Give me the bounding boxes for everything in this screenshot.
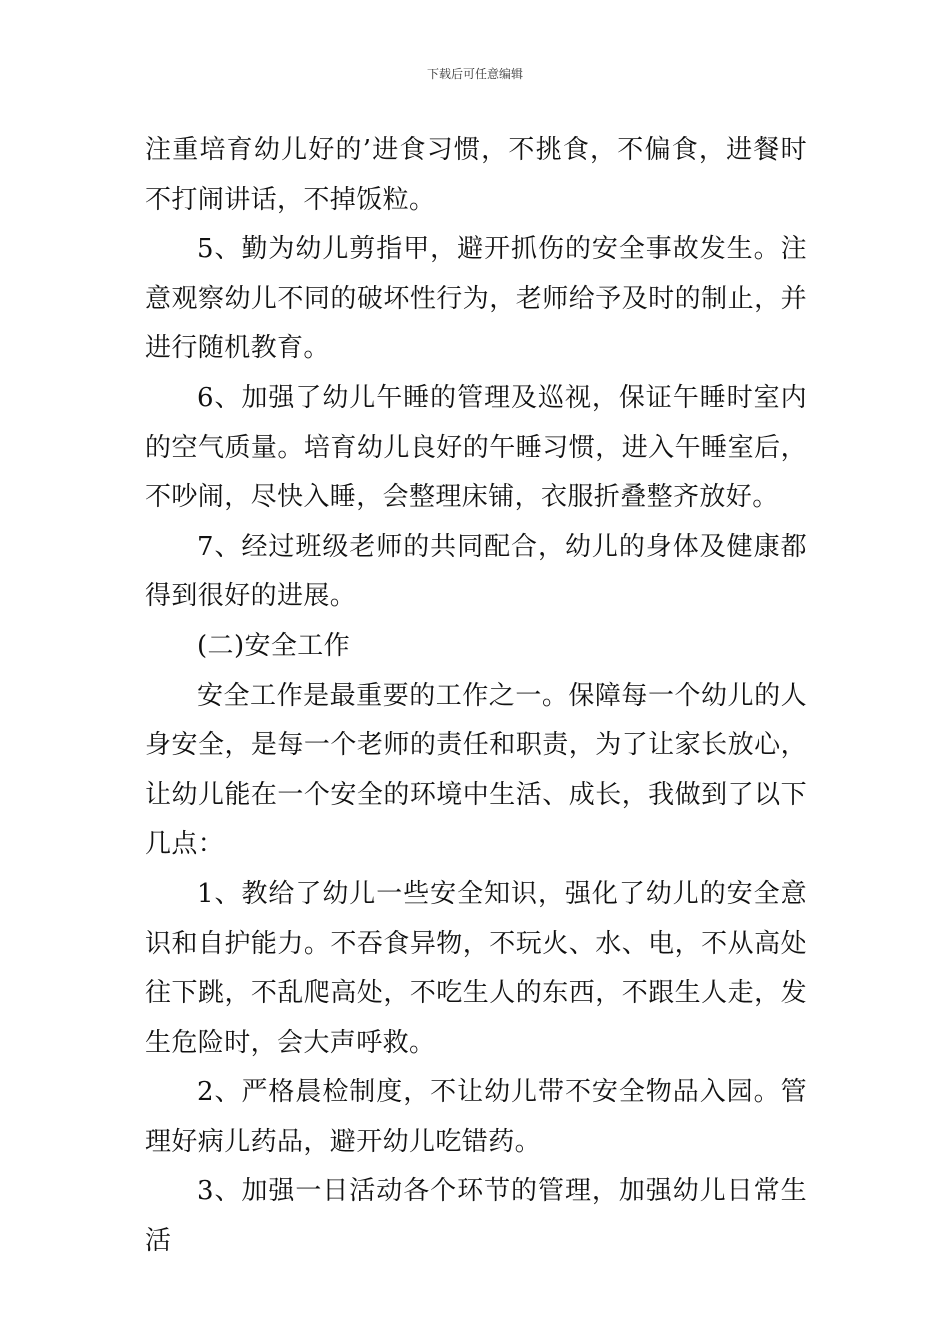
document-body	[145, 126, 807, 1267]
paragraph-safety-item-3: 3、加强一日活动各个环节的管理，加强幼儿日常生活	[145, 1176, 807, 1257]
paragraph-eating-habits: 注重培育幼儿好的’进食习惯，不挑食，不偏食，进餐时不打闹讲话，不掉饭粒。	[145, 135, 807, 215]
paragraph-item-5: 5、勤为幼儿剪指甲，避开抓伤的安全事故发生。注意观察幼儿不同的破坏性行为，老师给予及时的制止，并进行随机教育。	[145, 234, 807, 364]
paragraph-safety-item-2: 2、严格晨检制度，不让幼儿带不安全物品入园。管理好病儿药品，避开幼儿吃错药。	[145, 1077, 807, 1157]
paragraph-safety-intro: 安全工作是最重要的工作之一。保障每一个幼儿的人身安全，是每一个老师的责任和职责，为了让家长放心，让幼儿能在一个安全的环境中生活、成长，我做到了以下几点：	[145, 680, 807, 860]
paragraph-item-6: 6、加强了幼儿午睡的管理及巡视，保证午睡时室内的空气质量。培育幼儿良好的午睡习惯，进入午睡室后，不吵闹，尽快入睡，会整理床铺，衣服折叠整齐放好。	[145, 382, 807, 513]
paragraph-item-7: 7、经过班级老师的共同配合，幼儿的身体及健康都得到很好的进展。	[145, 531, 807, 612]
page-header: 下载后可任意编辑	[426, 67, 523, 81]
section-heading-safety: (二)安全工作	[197, 630, 351, 661]
paragraph-safety-item-1: 1、教给了幼儿一些安全知识，强化了幼儿的安全意识和自护能力。不吞食异物，不玩火、水、电，不从高处往下跳，不乱爬高处，不吃生人的东西，不跟生人走，发生危险时，会大声呼救。	[145, 878, 807, 1058]
